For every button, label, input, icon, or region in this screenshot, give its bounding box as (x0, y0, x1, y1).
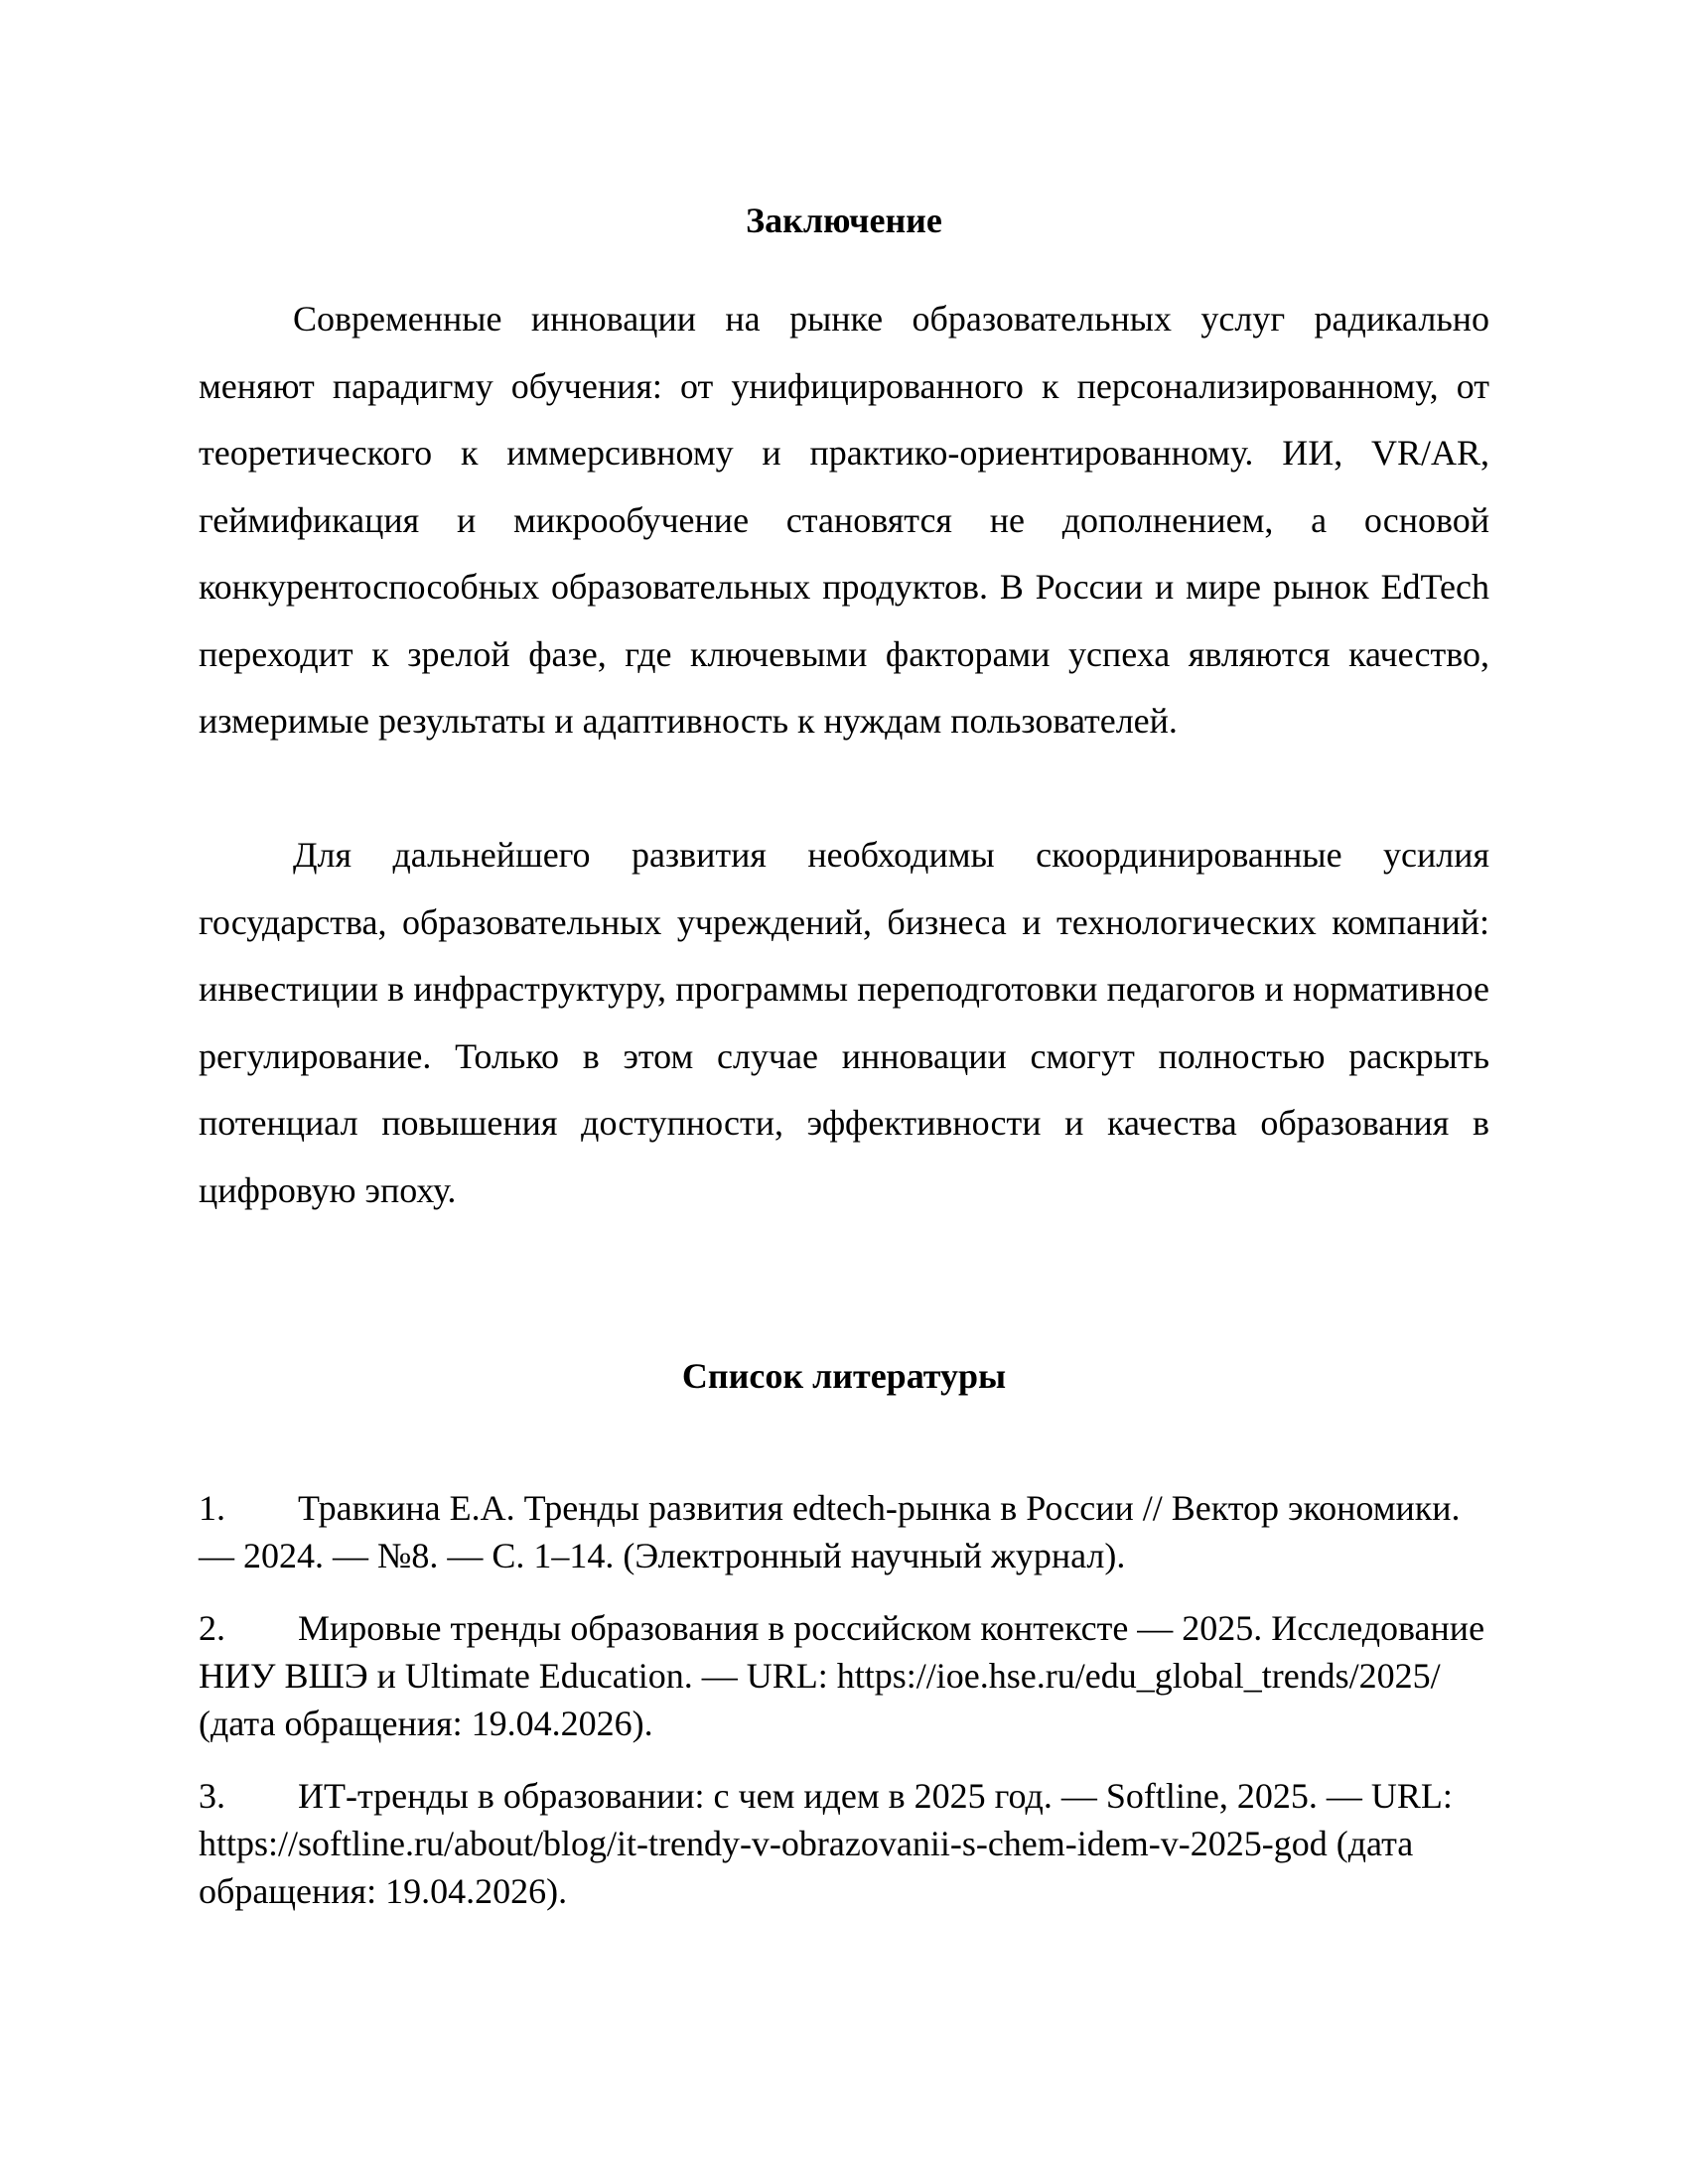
conclusion-heading: Заключение (746, 201, 942, 240)
references-list (199, 1484, 1489, 1940)
reference-number: 2. (199, 1608, 225, 1648)
conclusion-paragraph: Современные инновации на рынке образовательных услуг радикально меняют парадигму обучения: от унифицированного к персонализированному, от теоретического к иммерсивному и практико-ориентированному. ИИ, VR/AR, геймификация и микрообучение становятся не дополнением, а основой конкурентоспособных образовательных продуктов. В России и мире рынок EdTech переходит к зрелой фазе, где ключевыми факторами успеха являются качество, измеримые результаты и адаптивность к нуждам пользователей. (199, 299, 1489, 741)
reference-text: Травкина Е.А. Тренды развития edtech-рынка в России // Вектор экономики. — 2024. — №8. — С. 1–14. (Электронный научный журнал). (199, 1488, 1461, 1575)
reference-text: ИТ-тренды в образовании: с чем идем в 2025 год. — Softline, 2025. — URL: https://softline.ru/about/blog/it-trendy-v-obrazovanii-s-chem-idem-v-2025-god (дата обращения: 19.04.2026). (199, 1776, 1453, 1911)
reference-item (199, 1772, 1489, 1915)
reference-item (199, 1604, 1489, 1747)
references-heading: Список литературы (681, 1356, 1007, 1396)
conclusion-paragraph: Для дальнейшего развития необходимы скоординированные усилия государства, образовательных учреждений, бизнеса и технологических компаний: инвестиции в инфраструктуру, программы переподготовки педагогов и нормативное регулирование. Только в этом случае инновации смогут полностью раскрыть потенциал повышения доступности, эффективности и качества образования в цифровую эпоху. (199, 835, 1489, 1210)
reference-number: 3. (199, 1776, 225, 1816)
reference-text: Мировые тренды образования в российском контексте — 2025. Исследование НИУ ВШЭ и Ultimate Education. — URL: https://ioe.hse.ru/edu_global_trends/2025/ (дата обращения: 19.04.2026). (199, 1608, 1485, 1743)
reference-item (199, 1484, 1489, 1579)
reference-number: 1. (199, 1488, 225, 1528)
